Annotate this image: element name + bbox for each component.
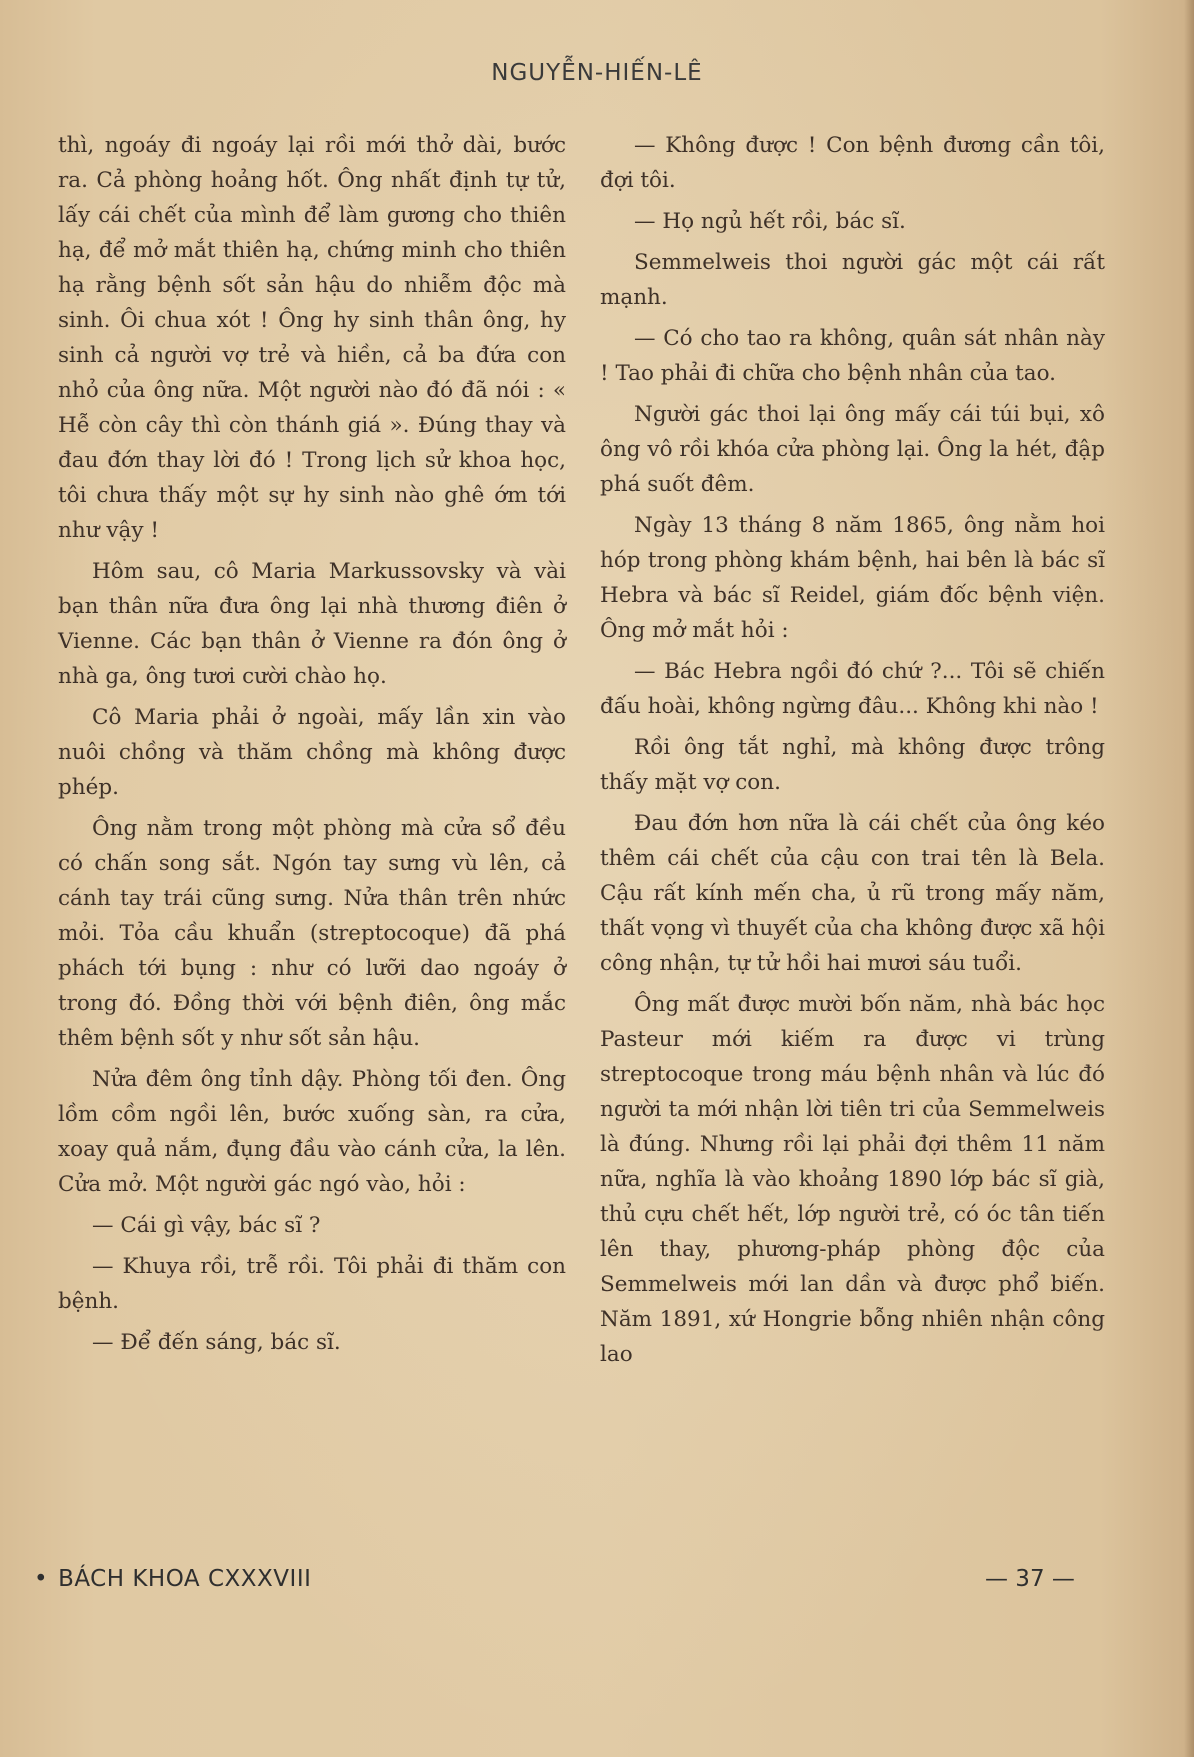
dialogue-line: — Để đến sáng, bác sĩ. (92, 1330, 341, 1355)
paragraph: Nửa đêm ông tỉnh dậy. Phòng tối đen. Ông lồm cồm ngồi lên, bước xuống sàn, ra cửa, xoay quả nắm, đụng đầu vào cánh cửa, la lên. Cửa mở. Một người gác ngó vào, hỏi : (58, 1067, 566, 1197)
dialogue-line: — Cái gì vậy, bác sĩ ? (92, 1213, 321, 1238)
paragraph: Ông mất được mười bốn năm, nhà bác học Pasteur mới kiếm ra được vi trùng streptocoque trong máu bệnh nhân và lúc đó người ta mới nhận lời tiên tri của Semmelweis là đúng. Nhưng rồi lại phải đợi thêm 11 năm nữa, nghĩa là vào khoảng 1890 lớp bác sĩ già, thủ cựu chết hết, lớp người trẻ, có óc tân tiến lên thay, phương-pháp phòng độc của Semmelweis mới lan dần và được phổ biến. Năm 1891, xứ Hongrie bỗng nhiên nhận công lao (600, 992, 1105, 1367)
bullet-mark: • (34, 1566, 49, 1592)
dialogue-line: — Khuya rồi, trễ rồi. Tôi phải đi thăm con bệnh. (58, 1254, 566, 1314)
page-number: — 37 — (985, 1566, 1075, 1592)
magazine-name: BÁCH KHOA CXXXVIII (58, 1566, 312, 1592)
paragraph: Đau đớn hơn nữa là cái chết của ông kéo thêm cái chết của cậu con trai tên là Bela. Cậu rất kính mến cha, ủ rũ trong mấy năm, thất vọng vì thuyết của cha không được xã hội công nhận, tự tử hồi hai mươi sáu tuổi. (600, 811, 1105, 976)
right-column (600, 128, 1105, 1378)
left-column (58, 128, 566, 1366)
paragraph: Người gác thoi lại ông mấy cái túi bụi, xô ông vô rồi khóa cửa phòng lại. Ông la hét, đập phá suốt đêm. (600, 402, 1105, 497)
dialogue-line: — Họ ngủ hết rồi, bác sĩ. (634, 209, 906, 234)
footer-magazine (34, 1566, 311, 1592)
paragraph: Hôm sau, cô Maria Markussovsky và vài bạn thân nữa đưa ông lại nhà thương điên ở Vienne. Các bạn thân ở Vienne ra đón ông ở nhà ga, ông tươi cười chào họ. (58, 559, 566, 689)
paragraph: Cô Maria phải ở ngoài, mấy lần xin vào nuôi chồng và thăm chồng mà không được phép. (58, 705, 566, 800)
paragraph: Semmelweis thoi người gác một cái rất mạnh. (600, 250, 1105, 310)
dialogue-line: — Có cho tao ra không, quân sát nhân này ! Tao phải đi chữa cho bệnh nhân của tao. (600, 326, 1105, 386)
paragraph: Rồi ông tắt nghỉ, mà không được trông thấy mặt vợ con. (600, 735, 1105, 795)
paragraph: Ngày 13 tháng 8 năm 1865, ông nằm hoi hóp trong phòng khám bệnh, hai bên là bác sĩ Hebra và bác sĩ Reidel, giám đốc bệnh viện. Ông mở mắt hỏi : (600, 513, 1105, 643)
running-header: NGUYỄN-HIẾN-LÊ (491, 60, 703, 86)
dialogue-line: — Không được ! Con bệnh đương cần tôi, đợi tôi. (600, 133, 1105, 193)
paragraph: thì, ngoáy đi ngoáy lại rồi mới thở dài, bước ra. Cả phòng hoảng hốt. Ông nhất định tự tử, lấy cái chết của mình để làm gương cho thiên hạ, để mở mắt thiên hạ, chứng minh cho thiên hạ rằng bệnh sốt sản hậu do nhiễm độc mà sinh. Ôi chua xót ! Ông hy sinh thân ông, hy sinh cả người vợ trẻ và hiền, cả ba đứa con nhỏ của ông nữa. Một người nào đó đã nói : « Hễ còn cây thì còn thánh giá ». Đúng thay và đau đớn thay lời đó ! Trong lịch sử khoa học, tôi chưa thấy một sự hy sinh nào ghê ớm tới như vậy ! (58, 133, 566, 543)
paragraph: Ông nằm trong một phòng mà cửa sổ đều có chấn song sắt. Ngón tay sưng vù lên, cả cánh tay trái cũng sưng. Nửa thân trên nhức mỏi. Tỏa cầu khuẩn (streptocoque) đã phá phách tới bụng : như có lưỡi dao ngoáy ở trong đó. Đồng thời với bệnh điên, ông mắc thêm bệnh sốt y như sốt sản hậu. (58, 816, 566, 1051)
dialogue-line: — Bác Hebra ngồi đó chứ ?... Tôi sẽ chiến đấu hoài, không ngừng đâu... Không khi nào ! (600, 659, 1105, 719)
